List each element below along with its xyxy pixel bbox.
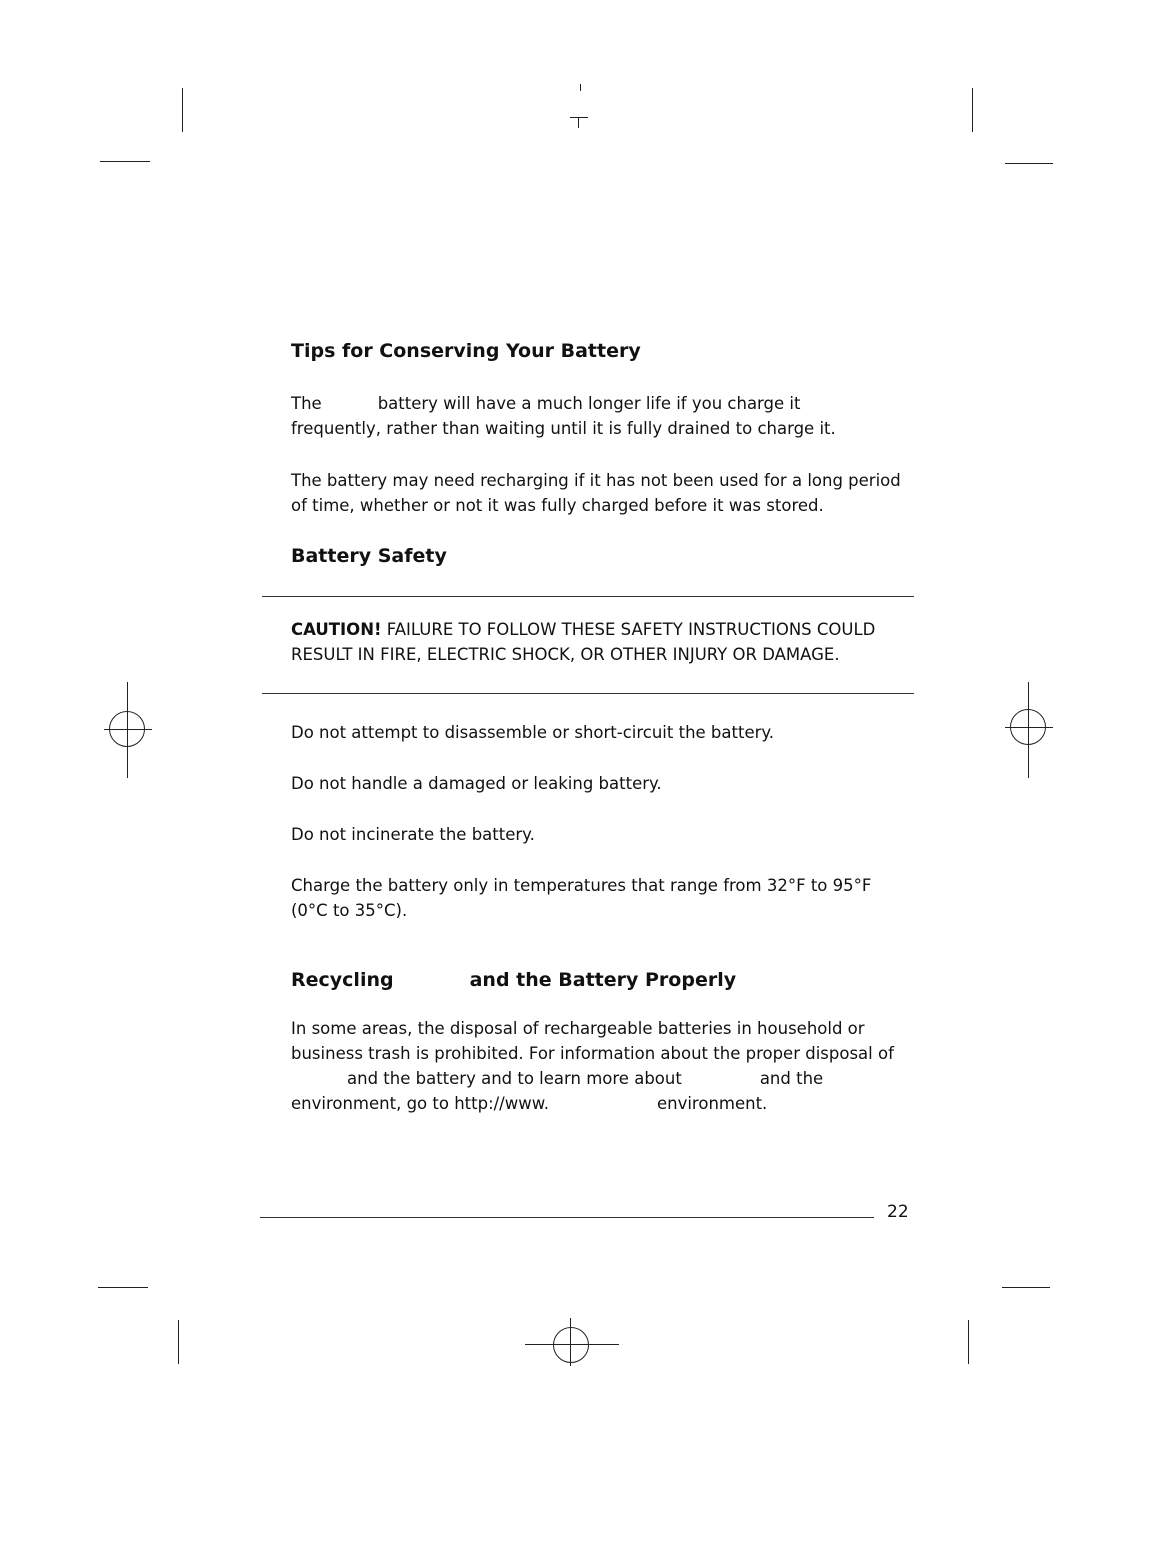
safety-item (291, 873, 871, 923)
text-fragment: environment, go to http://www. (291, 1094, 549, 1113)
paragraph-charge-frequently (291, 391, 836, 441)
crop-mark-bottom-right-horizontal (1002, 1287, 1050, 1288)
registration-target-left-icon (109, 711, 145, 747)
safety-item: Do not incinerate the battery. (291, 825, 535, 844)
crop-mark-bottom-right-vertical (968, 1320, 969, 1364)
text-fragment: and the battery and to learn more about (347, 1069, 682, 1088)
page-number: 22 (887, 1202, 909, 1222)
registration-target-right-icon (1010, 709, 1046, 745)
paragraph-line: frequently, rather than waiting until it is fully drained to charge it. (291, 419, 836, 438)
registration-target-bottom-icon (553, 1327, 589, 1363)
crop-mark-top-center-stem (578, 117, 579, 128)
paragraph-line: (0°C to 35°C). (291, 901, 408, 920)
paragraph-line (291, 617, 875, 642)
caution-bottom-rule (262, 693, 914, 694)
safety-item: Do not handle a damaged or leaking battery. (291, 774, 662, 793)
section-title-conserving-battery: Tips for Conserving Your Battery (291, 340, 641, 362)
paragraph-line (291, 1066, 894, 1091)
crop-mark-top-left-vertical (182, 88, 183, 132)
section-title-battery-safety: Battery Safety (291, 545, 447, 567)
crop-mark-top-center-bar (570, 117, 588, 118)
crop-mark-top-left-horizontal (100, 161, 150, 162)
crop-mark-top-center-tick (580, 84, 581, 91)
caution-box (291, 617, 875, 667)
paragraph-recharging (291, 468, 901, 518)
crop-mark-bottom-left-vertical (178, 1320, 179, 1364)
paragraph-recycling (291, 1016, 894, 1116)
crop-mark-top-right-horizontal (1005, 163, 1053, 164)
title-fragment: Recycling (291, 969, 394, 991)
text-fragment: battery will have a much longer life if you charge it (377, 394, 801, 413)
title-fragment: and the Battery Properly (469, 969, 737, 991)
safety-item: Do not attempt to disassemble or short-circuit the battery. (291, 723, 775, 742)
text-fragment: environment. (656, 1094, 768, 1113)
caution-top-rule (262, 596, 914, 597)
paragraph-line: of time, whether or not it was fully charged before it was stored. (291, 496, 824, 515)
caution-label: CAUTION! (291, 620, 382, 639)
footer-rule (260, 1217, 874, 1218)
paragraph-line (291, 391, 836, 416)
paragraph-line: business trash is prohibited. For information about the proper disposal of (291, 1044, 894, 1063)
text-fragment: The (291, 394, 322, 413)
paragraph-line: The battery may need recharging if it has not been used for a long period (291, 471, 901, 490)
section-title-recycling (291, 969, 736, 991)
paragraph-line: In some areas, the disposal of rechargeable batteries in household or (291, 1019, 865, 1038)
text-fragment: and the (759, 1069, 824, 1088)
crop-mark-bottom-left-horizontal (98, 1287, 148, 1288)
caution-text: FAILURE TO FOLLOW THESE SAFETY INSTRUCTIONS COULD (386, 620, 876, 639)
crop-mark-top-right-vertical (972, 88, 973, 132)
paragraph-line: RESULT IN FIRE, ELECTRIC SHOCK, OR OTHER INJURY OR DAMAGE. (291, 645, 840, 664)
paragraph-line: Charge the battery only in temperatures that range from 32°F to 95°F (291, 876, 872, 895)
paragraph-line (291, 1091, 894, 1116)
